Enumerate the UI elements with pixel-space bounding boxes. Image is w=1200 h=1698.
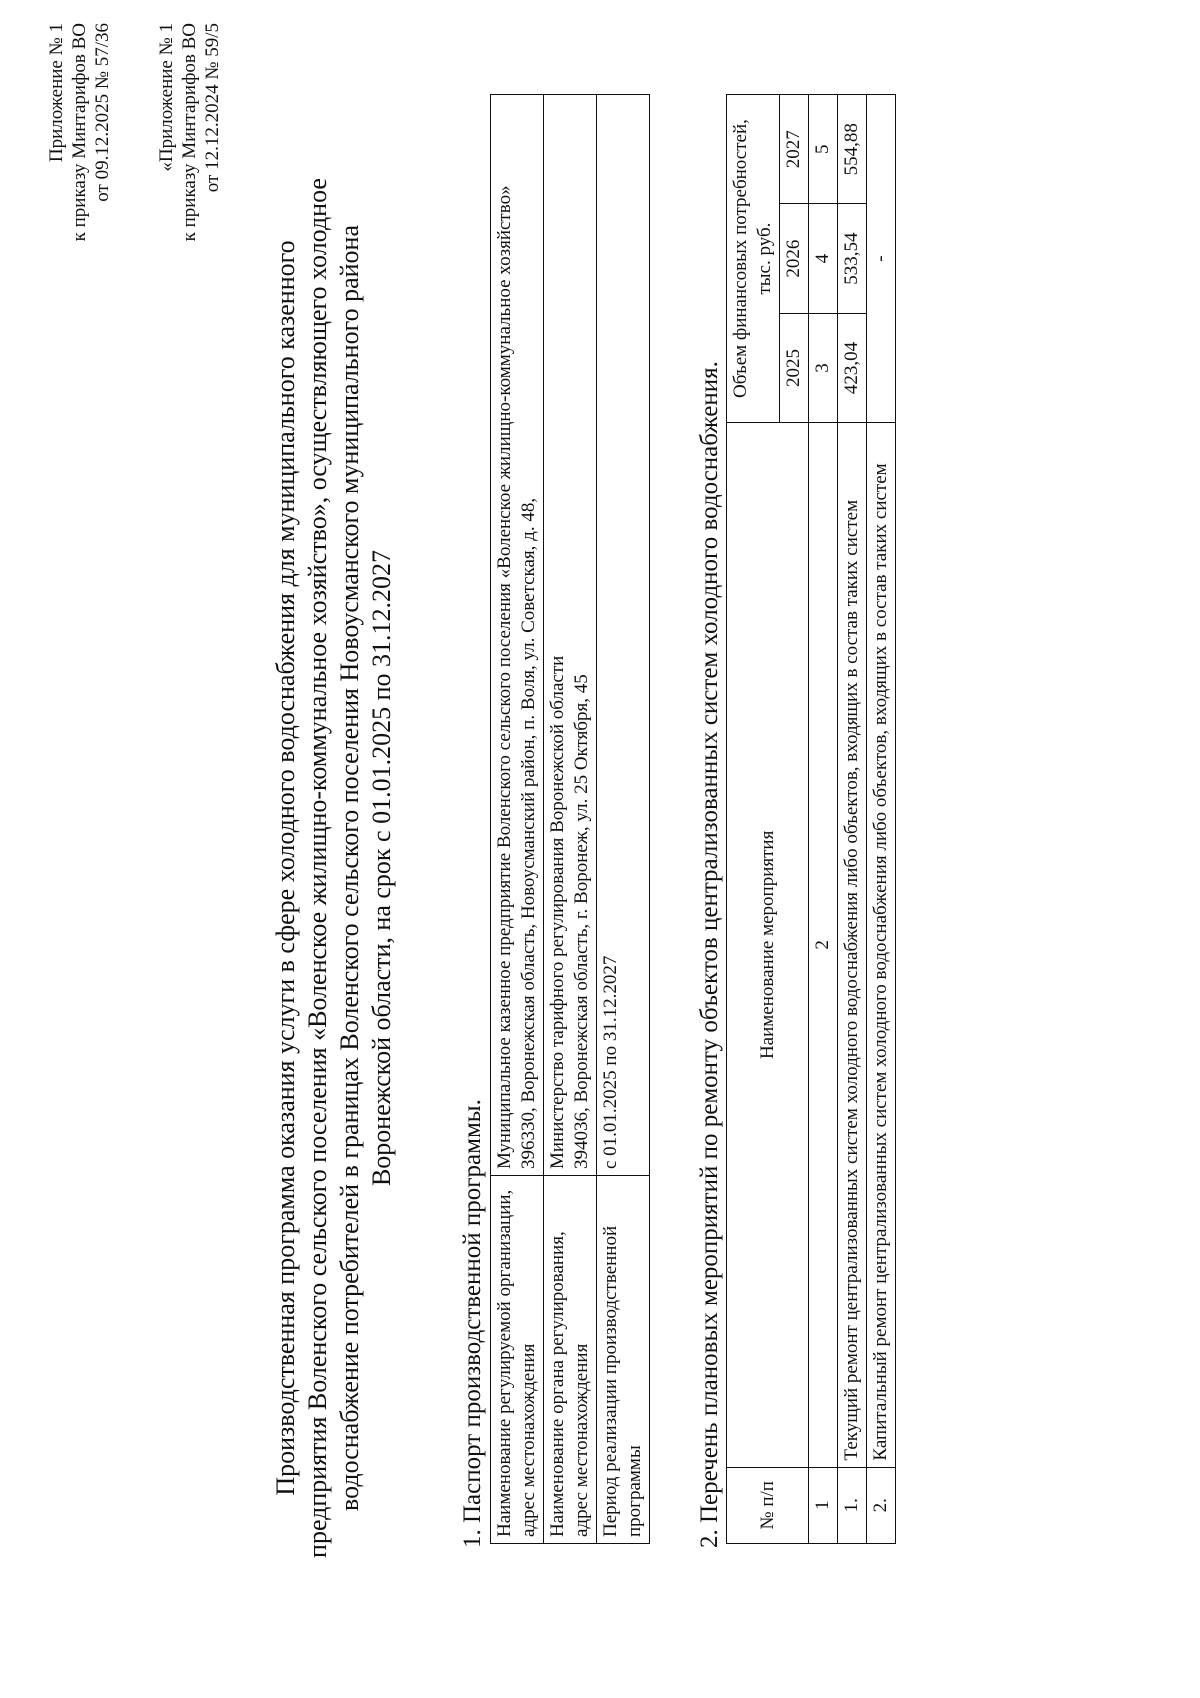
column-number: 5 <box>809 95 838 204</box>
passport-label: Наименование органа регулирования, адрес местонахождения <box>544 1176 597 1544</box>
program-title <box>270 118 398 1618</box>
passport-value: с 01.01.2025 по 31.12.2027 <box>597 95 650 1176</box>
title-line: Воронежской области, на срок с 01.01.2025 по 31.12.2027 <box>367 549 396 1187</box>
row-number: 2. <box>867 1467 896 1543</box>
column-number: 4 <box>809 204 838 313</box>
column-header-year: 2026 <box>780 204 809 313</box>
passport-label: Период реализации производственной программы <box>597 1176 650 1544</box>
passport-value-line: Муниципальное казенное предприятие Воленского сельского поселения «Воленское жилищно-коммунальное хозяйство» <box>494 185 515 1169</box>
passport-table <box>490 94 650 1544</box>
table-row <box>838 95 867 1544</box>
appendix-reference-current <box>45 23 114 323</box>
table-row <box>491 95 544 1544</box>
table-header-row <box>727 95 780 1544</box>
passport-value <box>491 95 544 1176</box>
row-number: 1. <box>838 1467 867 1543</box>
column-number: 2 <box>809 423 838 1467</box>
column-header-volume: Объем финансовых потребностей, тыс. руб. <box>727 95 780 423</box>
value-2026: 533,54 <box>838 204 867 313</box>
table-row <box>597 95 650 1544</box>
appendix-line: к приказу Минтарифов ВО <box>69 23 90 242</box>
passport-value <box>544 95 597 1176</box>
value-2027: 554,88 <box>838 95 867 204</box>
column-header-year: 2025 <box>780 313 809 422</box>
passport-heading: 1. Паспорт производственной программы. <box>459 1099 486 1548</box>
title-line: водоснабжение потребителей в границах Воленского сельского поселения Новоусманского муниципального района <box>335 225 364 1511</box>
appendix-line: к приказу Минтарифов ВО <box>179 23 200 242</box>
value-2025: 423,04 <box>838 313 867 422</box>
measure-name: Капитальный ремонт централизованных систем холодного водоснабжения либо объектов, входящих в состав таких систем <box>867 423 896 1467</box>
appendix-reference-previous <box>155 23 224 323</box>
column-number-row <box>809 95 838 1544</box>
title-line: предприятия Воленского сельского поселения «Воленское жилищно-коммунальное хозяйство», осуществляющего холодное <box>303 178 332 1558</box>
table-row <box>544 95 597 1544</box>
passport-label: Наименование регулируемой организации, адрес местонахождения <box>491 1176 544 1544</box>
column-header-year: 2027 <box>780 95 809 204</box>
measure-name: Текущий ремонт централизованных систем холодного водоснабжения либо объектов, входящих в состав таких систем <box>838 423 867 1467</box>
appendix-line: «Приложение № 1 <box>156 23 177 172</box>
column-number: 3 <box>809 313 838 422</box>
measures-heading: 2. Перечень плановых мероприятий по ремонту объектов централизованных систем холодного водоснабжения. <box>696 361 723 1548</box>
title-line: Производственная программа оказания услуги в сфере холодного водоснабжения для муниципального казенного <box>271 240 300 1496</box>
column-number: 1 <box>809 1467 838 1543</box>
column-header-number: № п/п <box>727 1467 809 1543</box>
merged-value: - <box>867 95 896 423</box>
column-header-name: Наименование мероприятия <box>727 423 809 1467</box>
appendix-line: от 12.12.2024 № 59/5 <box>202 23 223 193</box>
passport-value-line: 394036, Воронежская область, г. Воронеж, ул. 25 Октября, 45 <box>571 674 592 1169</box>
appendix-line: Приложение № 1 <box>46 23 67 163</box>
passport-value-line: Министерство тарифного регулирования Воронежской области <box>547 655 568 1169</box>
measures-table <box>726 94 896 1544</box>
passport-value-line: 396330, Воронежская область, Новоусманский район, п. Воля, ул. Советская, д. 48, <box>518 497 539 1169</box>
appendix-line: от 09.12.2025 № 57/36 <box>92 23 113 202</box>
table-row <box>867 95 896 1544</box>
